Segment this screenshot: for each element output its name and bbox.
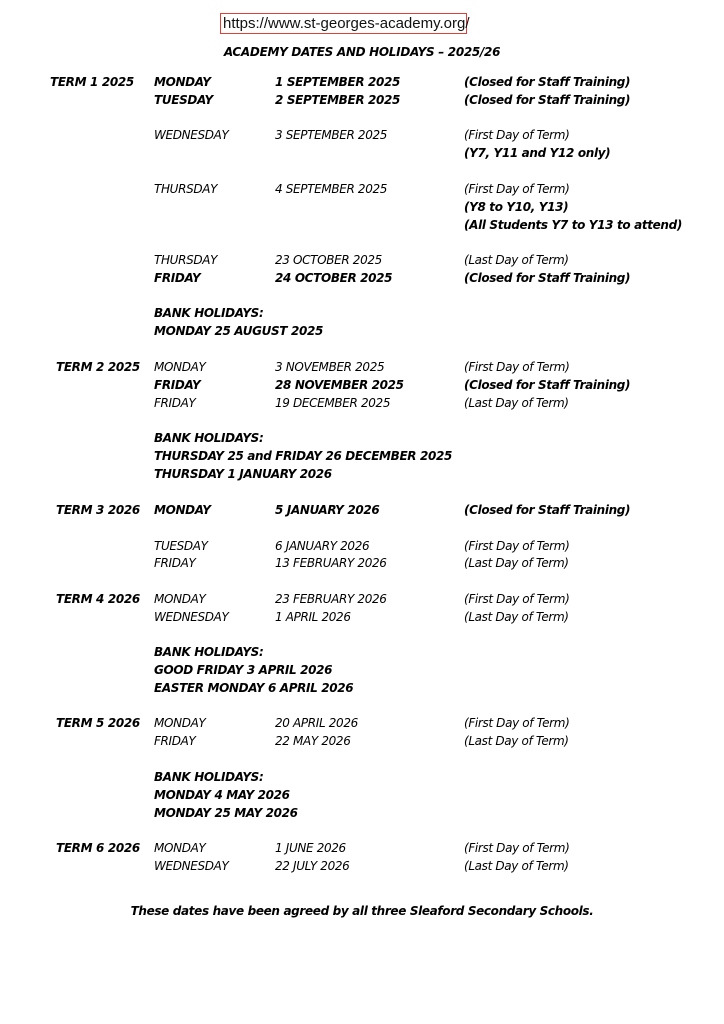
note: (Closed for Staff Training) bbox=[464, 75, 631, 89]
day: MONDAY bbox=[154, 75, 211, 89]
note: (Last Day of Term) bbox=[464, 610, 569, 624]
day: WEDNESDAY bbox=[154, 859, 229, 873]
note: (Closed for Staff Training) bbox=[464, 503, 631, 517]
date: 22 JULY 2026 bbox=[275, 859, 350, 873]
bank-holiday: MONDAY 4 MAY 2026 bbox=[154, 788, 290, 802]
website-link[interactable]: https://www.st-georges-academy.org/ bbox=[220, 13, 467, 34]
note: (First Day of Term) bbox=[464, 716, 570, 730]
note: (First Day of Term) bbox=[464, 841, 570, 855]
date: 1 SEPTEMBER 2025 bbox=[275, 75, 401, 89]
note-extra: (All Students Y7 to Y13 to attend) bbox=[464, 218, 682, 232]
day: MONDAY bbox=[154, 592, 206, 606]
note: (Closed for Staff Training) bbox=[464, 93, 631, 107]
note: (Closed for Staff Training) bbox=[464, 271, 631, 285]
note: (First Day of Term) bbox=[464, 592, 570, 606]
day: MONDAY bbox=[154, 503, 211, 517]
bank-holidays-label: BANK HOLIDAYS: bbox=[154, 431, 264, 445]
term-label: TERM 6 2026 bbox=[56, 841, 140, 855]
bank-holiday: THURSDAY 1 JANUARY 2026 bbox=[154, 467, 332, 481]
date: 23 FEBRUARY 2026 bbox=[275, 592, 387, 606]
day: FRIDAY bbox=[154, 734, 196, 748]
note-extra: (Y8 to Y10, Y13) bbox=[464, 200, 569, 214]
bank-holiday: GOOD FRIDAY 3 APRIL 2026 bbox=[154, 663, 333, 677]
footer-note: These dates have been agreed by all three Sleaford Secondary Schools. bbox=[130, 904, 594, 918]
note: (Last Day of Term) bbox=[464, 556, 569, 570]
day: THURSDAY bbox=[154, 253, 218, 267]
note: (First Day of Term) bbox=[464, 182, 570, 196]
date: 22 MAY 2026 bbox=[275, 734, 351, 748]
date: 4 SEPTEMBER 2025 bbox=[275, 182, 388, 196]
note: (First Day of Term) bbox=[464, 360, 570, 374]
day: WEDNESDAY bbox=[154, 610, 229, 624]
note: (First Day of Term) bbox=[464, 128, 570, 142]
day: FRIDAY bbox=[154, 396, 196, 410]
date: 2 SEPTEMBER 2025 bbox=[275, 93, 401, 107]
note: (First Day of Term) bbox=[464, 539, 570, 553]
date: 6 JANUARY 2026 bbox=[275, 539, 370, 553]
bank-holidays-label: BANK HOLIDAYS: bbox=[154, 770, 264, 784]
date: 19 DECEMBER 2025 bbox=[275, 396, 391, 410]
note-extra: (Y7, Y11 and Y12 only) bbox=[464, 146, 611, 160]
day: MONDAY bbox=[154, 716, 206, 730]
bank-holidays-label: BANK HOLIDAYS: bbox=[154, 645, 264, 659]
bank-holiday: EASTER MONDAY 6 APRIL 2026 bbox=[154, 681, 354, 695]
date: 3 NOVEMBER 2025 bbox=[275, 360, 385, 374]
date: 5 JANUARY 2026 bbox=[275, 503, 380, 517]
date: 20 APRIL 2026 bbox=[275, 716, 358, 730]
note: (Closed for Staff Training) bbox=[464, 378, 631, 392]
date: 1 APRIL 2026 bbox=[275, 610, 351, 624]
day: FRIDAY bbox=[154, 556, 196, 570]
term-label: TERM 4 2026 bbox=[56, 592, 140, 606]
date: 28 NOVEMBER 2025 bbox=[275, 378, 404, 392]
date: 1 JUNE 2026 bbox=[275, 841, 346, 855]
day: FRIDAY bbox=[154, 271, 201, 285]
note: (Last Day of Term) bbox=[464, 859, 569, 873]
note: (Last Day of Term) bbox=[464, 253, 569, 267]
term-label: TERM 2 2025 bbox=[56, 360, 140, 374]
bank-holiday: MONDAY 25 AUGUST 2025 bbox=[154, 324, 323, 338]
date: 23 OCTOBER 2025 bbox=[275, 253, 382, 267]
term-label: TERM 5 2026 bbox=[56, 716, 140, 730]
day: MONDAY bbox=[154, 360, 206, 374]
day: MONDAY bbox=[154, 841, 206, 855]
bank-holidays-label: BANK HOLIDAYS: bbox=[154, 306, 264, 320]
note: (Last Day of Term) bbox=[464, 734, 569, 748]
day: WEDNESDAY bbox=[154, 128, 229, 142]
date: 24 OCTOBER 2025 bbox=[275, 271, 393, 285]
day: TUESDAY bbox=[154, 539, 208, 553]
page-title: ACADEMY DATES AND HOLIDAYS – 2025/26 bbox=[223, 45, 501, 59]
day: TUESDAY bbox=[154, 93, 213, 107]
bank-holiday: MONDAY 25 MAY 2026 bbox=[154, 806, 298, 820]
day: FRIDAY bbox=[154, 378, 201, 392]
term-label: TERM 3 2026 bbox=[56, 503, 140, 517]
date: 3 SEPTEMBER 2025 bbox=[275, 128, 388, 142]
bank-holiday: THURSDAY 25 and FRIDAY 26 DECEMBER 2025 bbox=[154, 449, 453, 463]
date: 13 FEBRUARY 2026 bbox=[275, 556, 387, 570]
note: (Last Day of Term) bbox=[464, 396, 569, 410]
day: THURSDAY bbox=[154, 182, 218, 196]
term-label: TERM 1 2025 bbox=[50, 75, 134, 89]
